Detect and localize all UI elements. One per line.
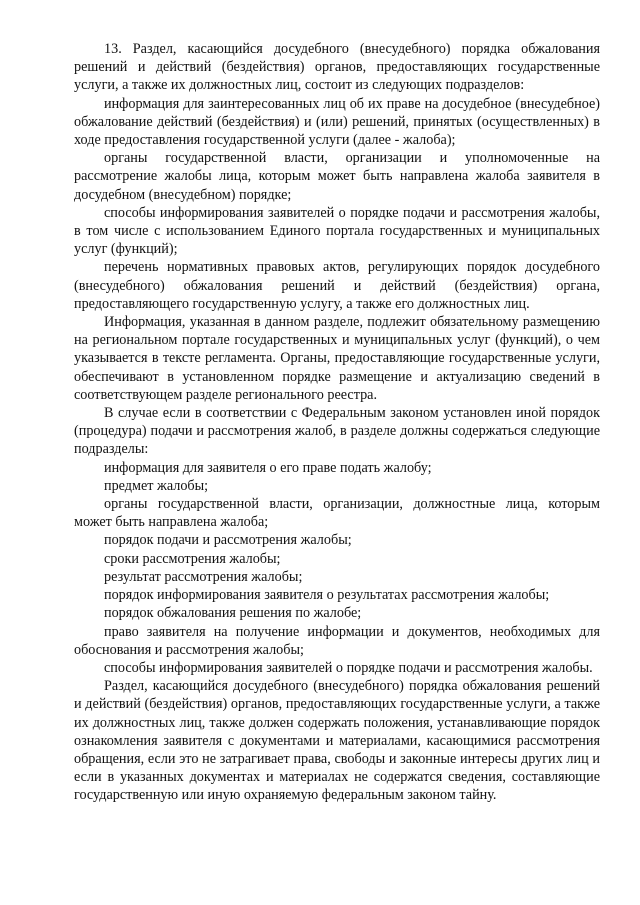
list-item-result: результат рассмотрения жалобы; [104, 568, 303, 585]
list-item-appeal: порядок обжалования решения по жалобе; [104, 605, 362, 622]
paragraph-info-right: информация для заинтересованных лиц об их праве на досудебное (внесудебное) обжалование действий (бездействия) и (или) решений, принятых (осуществленных) в ходе предоставления государственной услуги (далее - жалоба); [74, 95, 600, 149]
list-item-subject: предмет жалобы; [104, 477, 209, 494]
paragraph-info-methods: способы информирования заявителей о порядке подачи и рассмотрения жалобы, в том числе с использованием Единого портала государственных и муниципальных услуг (функций); [74, 204, 600, 258]
paragraph-familiarization: Раздел, касающийся досудебного (внесудебного) порядка обжалования решений и действий (бездействия) органов, предоставляющих государственные услуги, а также их должностных лиц, также должен содержать положения, устанавливающие порядок ознакомления заявителя с документами и материалами, касающимися рассмотрения обращения, если это не затрагивает права, свободы и законные интересы других лиц и если в указанных документах и материалах не содержатся сведения, составляющие государственную или иную охраняемую федеральным законом тайну. [74, 678, 600, 804]
list-item-procedure: порядок подачи и рассмотрения жалобы; [104, 532, 352, 549]
paragraph-section-13: 13. Раздел, касающийся досудебного (внесудебного) порядка обжалования решений и действий (бездействия) органов, предоставляющих государственные услуги, а также их должностных лиц, состоит из следующих подразделов: [74, 41, 600, 94]
document-page [74, 40, 600, 805]
list-item-right-to-complain: информация для заявителя о его праве подать жалобу; [104, 459, 432, 476]
list-item-info-access: право заявителя на получение информации и документов, необходимых для обоснования и рассмотрения жалобы; [74, 623, 600, 658]
paragraph-authorities: органы государственной власти, организации и уполномоченные на рассмотрение жалобы лица, которым может быть направлена жалоба заявителя в досудебном (внесудебном) порядке; [74, 150, 600, 203]
paragraph-legal-acts: перечень нормативных правовых актов, регулирующих порядок досудебного (внесудебного) обжалования решений и действий (бездействия) органа, предоставляющего государственную услугу, а также его должностных лиц. [74, 259, 600, 312]
paragraph-federal-law: В случае если в соответствии с Федеральным законом установлен иной порядок (процедура) подачи и рассмотрения жалоб, в разделе должны содержаться следующие подразделы: [74, 405, 600, 458]
list-item-terms: сроки рассмотрения жалобы; [104, 550, 281, 567]
paragraph-publication: Информация, указанная в данном разделе, подлежит обязательному размещению на региональном портале государственных и муниципальных услуг (функций), о чем указывается в тексте регламента. Органы, предоставляющие государственные услуги, обеспечивают в установленном порядке размещение и актуализацию сведений в соответствующем разделе регионального реестра. [74, 314, 600, 403]
list-item-info-methods: способы информирования заявителей о порядке подачи и рассмотрения жалобы. [104, 659, 593, 676]
list-item-notification: порядок информирования заявителя о результатах рассмотрения жалобы; [104, 587, 550, 604]
list-item-authorities: органы государственной власти, организации, должностные лица, которым может быть направлена жалоба; [74, 496, 600, 531]
